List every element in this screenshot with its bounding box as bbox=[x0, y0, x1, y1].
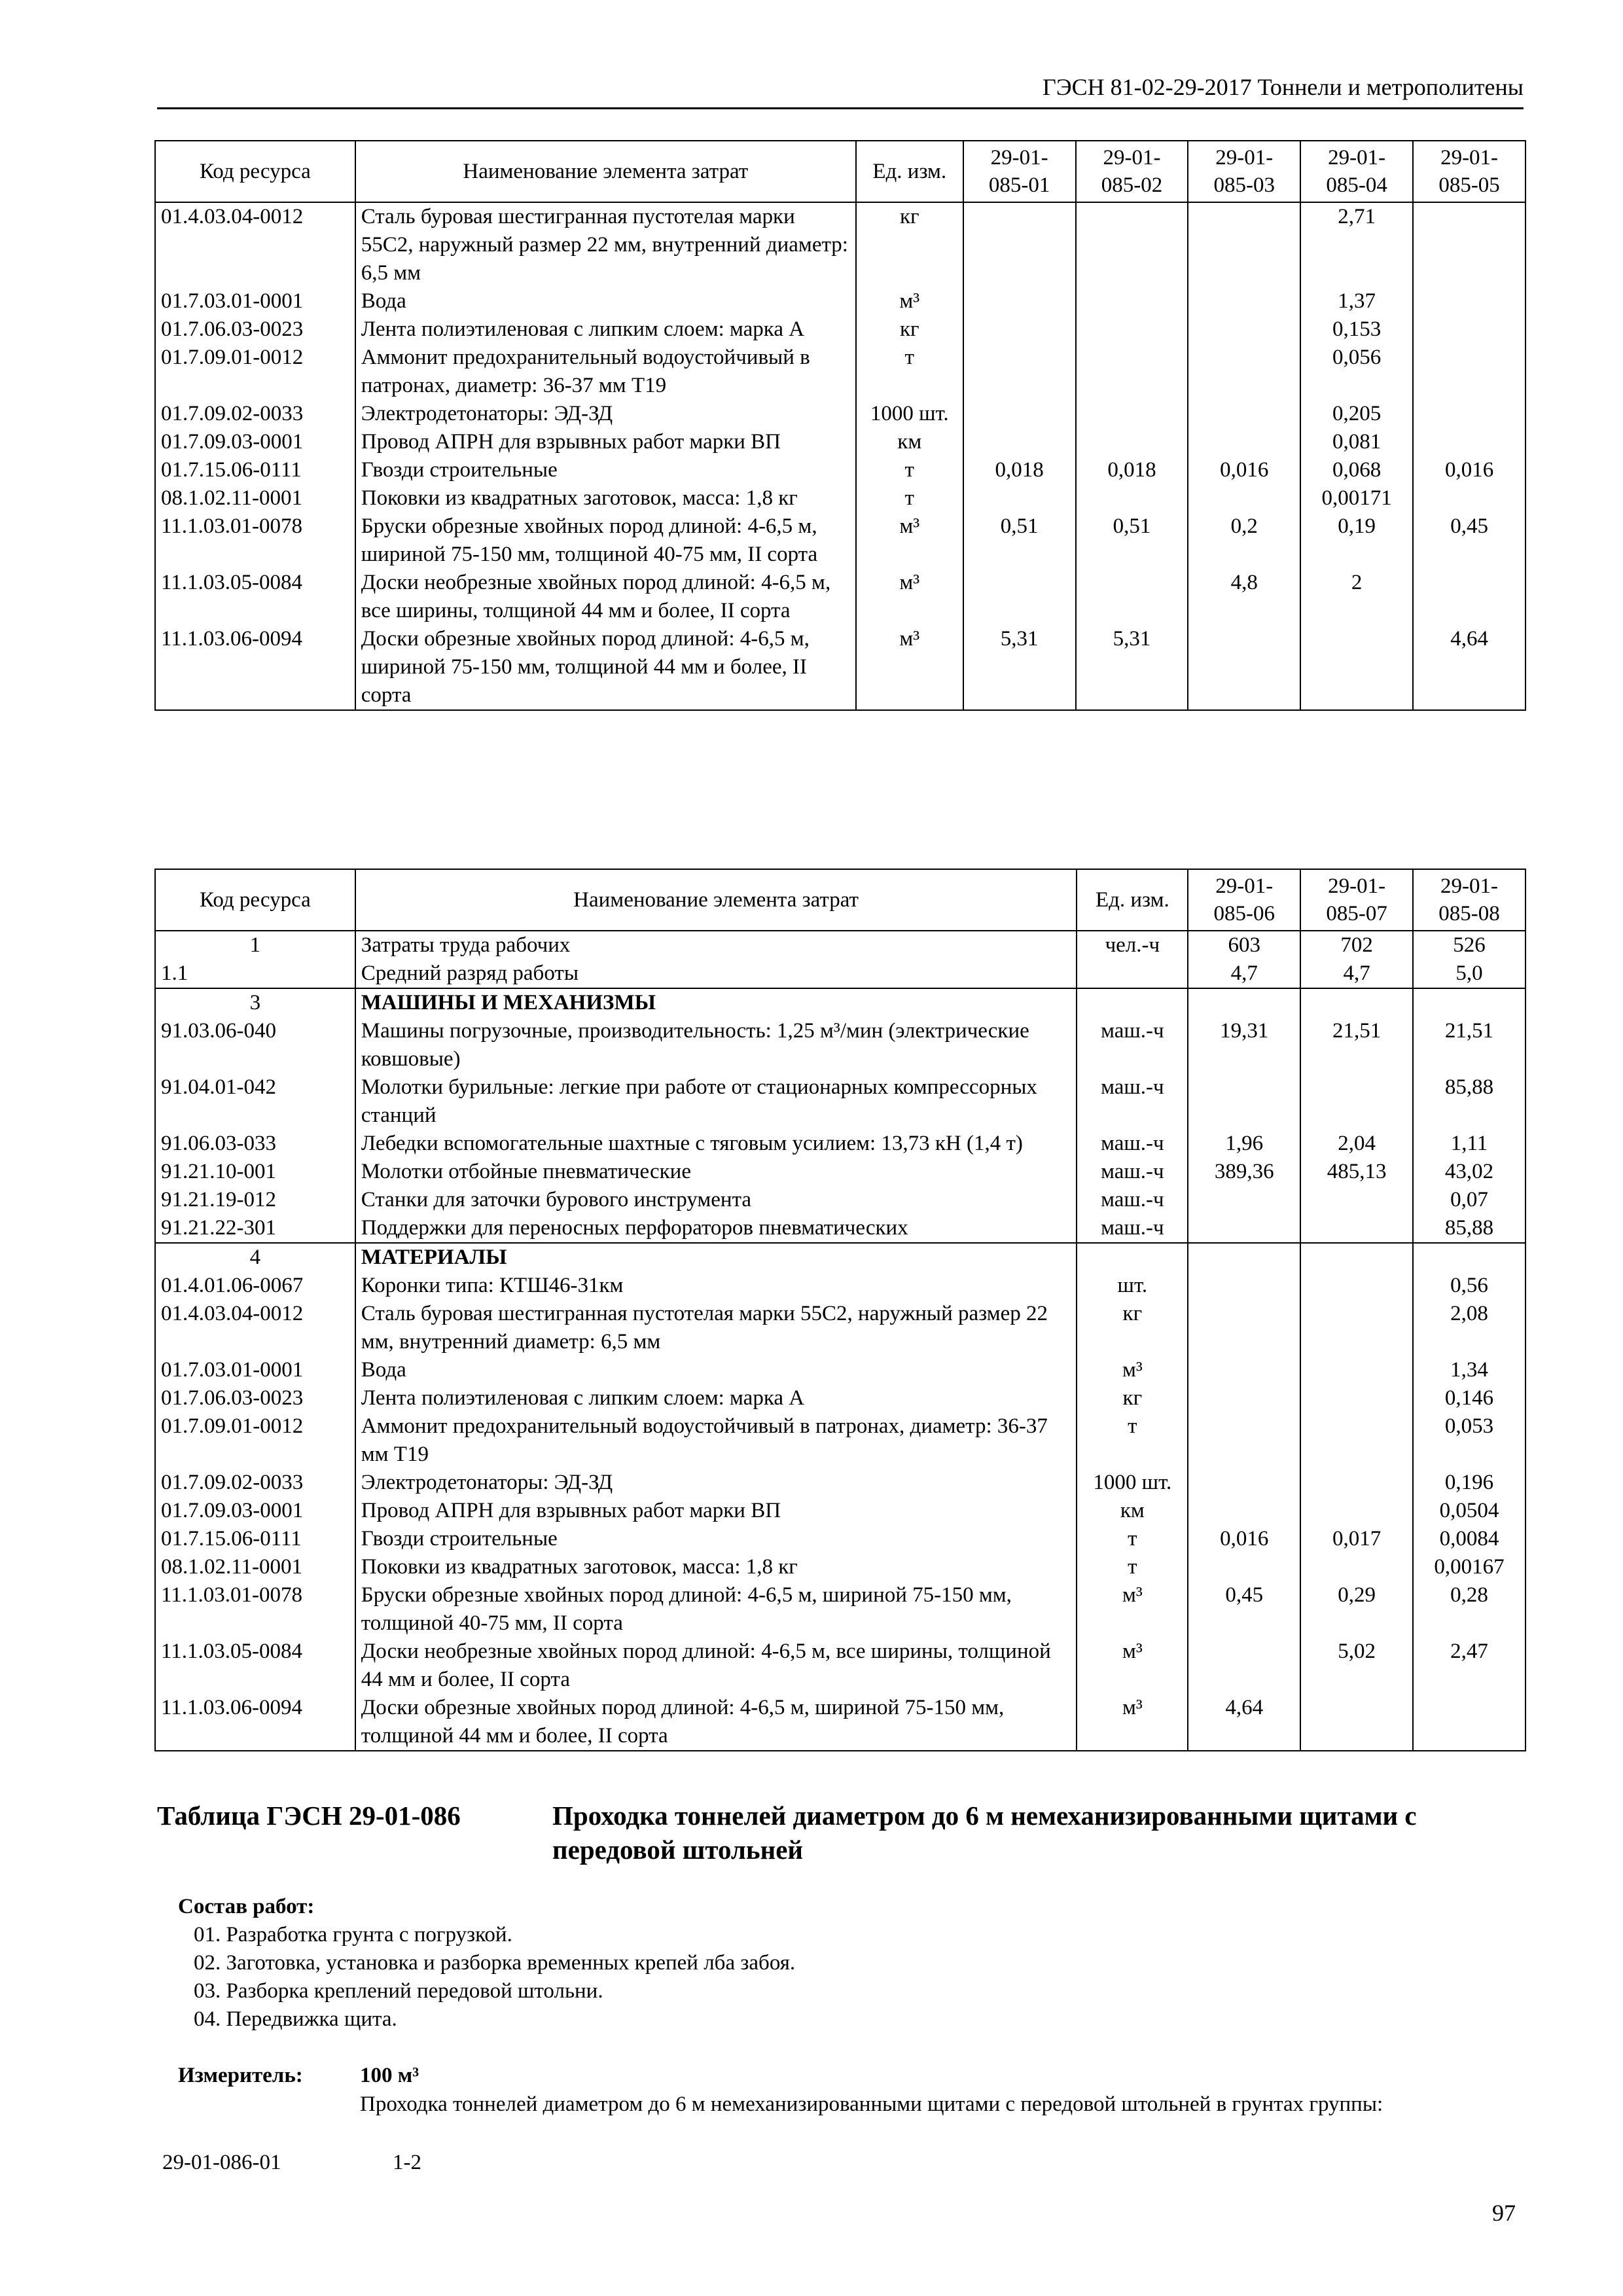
norm-value bbox=[1076, 428, 1188, 456]
cost-element-name: Вода bbox=[355, 1356, 1077, 1384]
resource-code: 08.1.02.11-0001 bbox=[155, 1553, 355, 1581]
norm-value bbox=[1188, 1186, 1300, 1214]
unit bbox=[1077, 988, 1188, 1017]
norm-value bbox=[1188, 1300, 1300, 1356]
table-row bbox=[155, 287, 1525, 315]
resource-code: 91.03.06-040 bbox=[155, 1017, 355, 1073]
cost-element-name: Аммонит предохранительный водоустойчивый в патронах, диаметр: 36-37 мм Т19 bbox=[355, 1412, 1077, 1469]
norm-value: 0,51 bbox=[963, 512, 1076, 569]
norm-value bbox=[963, 344, 1076, 400]
unit: м³ bbox=[856, 625, 963, 710]
norm-value: 0,205 bbox=[1300, 400, 1413, 428]
resource-code: 01.7.09.01-0012 bbox=[155, 344, 355, 400]
norm-value bbox=[1300, 1186, 1413, 1214]
resource-code: 11.1.03.05-0084 bbox=[155, 1638, 355, 1694]
table-row bbox=[155, 315, 1525, 344]
cost-element-name: Коронки типа: КТШ46-31км bbox=[355, 1272, 1077, 1300]
cost-element-name: Аммонит предохранительный водоустойчивый в патронах, диаметр: 36-37 мм Т19 bbox=[355, 344, 856, 400]
norm-value bbox=[1188, 625, 1300, 710]
norm-value bbox=[1300, 988, 1413, 1017]
resource-code: 01.7.03.01-0001 bbox=[155, 287, 355, 315]
norm-value bbox=[1413, 344, 1525, 400]
cost-element-name: Молотки бурильные: легкие при работе от стационарных компрессорных станций bbox=[355, 1073, 1077, 1130]
document-title: ГЭСН 81-02-29-2017 Тоннели и метрополитены bbox=[1043, 74, 1524, 100]
norm-value: 0,29 bbox=[1300, 1581, 1413, 1638]
norm-value bbox=[1076, 344, 1188, 400]
table-row bbox=[155, 1384, 1525, 1412]
table-row bbox=[155, 625, 1525, 710]
unit: т bbox=[856, 456, 963, 484]
header-rate-085-07: 29-01- 085-07 bbox=[1300, 869, 1413, 931]
norm-value: 2,47 bbox=[1413, 1638, 1525, 1694]
cost-element-name: Станки для заточки бурового инструмента bbox=[355, 1186, 1077, 1214]
page-number: 97 bbox=[1492, 2200, 1516, 2226]
table-row bbox=[155, 1412, 1525, 1469]
norm-value: 1,37 bbox=[1300, 287, 1413, 315]
norm-value bbox=[1300, 625, 1413, 710]
unit: шт. bbox=[1077, 1272, 1188, 1300]
resource-code: 01.4.03.04-0012 bbox=[155, 1300, 355, 1356]
cost-element-name: Гвозди строительные bbox=[355, 456, 856, 484]
norm-value bbox=[963, 202, 1076, 287]
norm-value bbox=[1188, 400, 1300, 428]
norm-value: 0,0084 bbox=[1413, 1525, 1525, 1553]
table-row bbox=[155, 344, 1525, 400]
norm-value bbox=[1300, 1469, 1413, 1497]
measure-description: Проходка тоннелей диаметром до 6 м немеханизированными щитами с передовой штольней в грунтах группы: bbox=[360, 2092, 1383, 2116]
resource-code: 3 bbox=[155, 988, 355, 1017]
norm-value bbox=[1300, 1497, 1413, 1525]
resource-code: 91.21.22-301 bbox=[155, 1214, 355, 1243]
unit: т bbox=[856, 484, 963, 512]
norm-value: 1,11 bbox=[1413, 1130, 1525, 1158]
norm-value: 21,51 bbox=[1413, 1017, 1525, 1073]
header-unit: Ед. изм. bbox=[856, 141, 963, 202]
cost-element-name: Провод АПРН для взрывных работ марки ВП bbox=[355, 1497, 1077, 1525]
header-rate-085-03: 29-01- 085-03 bbox=[1188, 141, 1300, 202]
work-heading: Состав работ: bbox=[178, 1895, 315, 1918]
unit: км bbox=[856, 428, 963, 456]
norm-value bbox=[963, 315, 1076, 344]
norm-value: 0,19 bbox=[1300, 512, 1413, 569]
header-unit: Ед. изм. bbox=[1077, 869, 1188, 931]
norm-value bbox=[1413, 1694, 1525, 1751]
unit: м³ bbox=[1077, 1694, 1188, 1751]
cost-element-name: Вода bbox=[355, 287, 856, 315]
table-row bbox=[155, 1017, 1525, 1073]
work-item: 01. Разработка грунта с погрузкой. bbox=[194, 1923, 512, 1946]
resource-code: 11.1.03.01-0078 bbox=[155, 1581, 355, 1638]
norm-value: 19,31 bbox=[1188, 1017, 1300, 1073]
norm-value: 85,88 bbox=[1413, 1214, 1525, 1243]
table-name: Проходка тоннелей диаметром до 6 м немеханизированными щитами с передовой штольней bbox=[552, 1801, 1417, 1865]
cost-element-name: Поддержки для переносных перфораторов пневматических bbox=[355, 1214, 1077, 1243]
unit: т bbox=[856, 344, 963, 400]
norm-value: 0,016 bbox=[1413, 456, 1525, 484]
resource-code: 01.7.15.06-0111 bbox=[155, 1525, 355, 1553]
cost-element-name: Электродетонаторы: ЭД-ЗД bbox=[355, 400, 856, 428]
table-row bbox=[155, 1158, 1525, 1186]
norm-value bbox=[1188, 315, 1300, 344]
table-row bbox=[155, 1130, 1525, 1158]
norm-value: 2,08 bbox=[1413, 1300, 1525, 1356]
resource-code: 91.21.19-012 bbox=[155, 1186, 355, 1214]
norm-value bbox=[1300, 1300, 1413, 1356]
norm-value: 526 bbox=[1413, 931, 1525, 960]
norm-value: 603 bbox=[1188, 931, 1300, 960]
norm-value bbox=[1413, 1243, 1525, 1272]
norm-value bbox=[963, 484, 1076, 512]
norm-value: 0,018 bbox=[963, 456, 1076, 484]
norm-value: 0,2 bbox=[1188, 512, 1300, 569]
norm-value bbox=[1413, 287, 1525, 315]
unit: м³ bbox=[856, 569, 963, 625]
norm-value: 5,0 bbox=[1413, 960, 1525, 988]
norm-value bbox=[1300, 1272, 1413, 1300]
norm-value: 5,31 bbox=[1076, 625, 1188, 710]
norm-value: 389,36 bbox=[1188, 1158, 1300, 1186]
norm-value: 0,056 bbox=[1300, 344, 1413, 400]
norm-value: 0,0504 bbox=[1413, 1497, 1525, 1525]
unit: кг bbox=[856, 202, 963, 287]
work-composition bbox=[178, 1893, 795, 2034]
norm-value bbox=[1300, 1694, 1413, 1751]
norm-value: 43,02 bbox=[1413, 1158, 1525, 1186]
resource-code: 01.7.03.01-0001 bbox=[155, 1356, 355, 1384]
norm-value bbox=[1300, 1384, 1413, 1412]
table-row bbox=[155, 1073, 1525, 1130]
cost-element-name: Электродетонаторы: ЭД-ЗД bbox=[355, 1469, 1077, 1497]
header-rate-085-01: 29-01- 085-01 bbox=[963, 141, 1076, 202]
resource-code: 4 bbox=[155, 1243, 355, 1272]
table-row bbox=[155, 400, 1525, 428]
unit: 1000 шт. bbox=[856, 400, 963, 428]
norm-value bbox=[1188, 988, 1300, 1017]
table-row bbox=[155, 988, 1525, 1017]
norm-value: 21,51 bbox=[1300, 1017, 1413, 1073]
norm-value bbox=[1413, 428, 1525, 456]
cost-element-name: Лента полиэтиленовая с липким слоем: марка А bbox=[355, 1384, 1077, 1412]
norm-value bbox=[1188, 202, 1300, 287]
unit: т bbox=[1077, 1525, 1188, 1553]
norm-value: 4,64 bbox=[1413, 625, 1525, 710]
norm-value: 0,016 bbox=[1188, 456, 1300, 484]
resource-code: 11.1.03.06-0094 bbox=[155, 625, 355, 710]
unit: маш.-ч bbox=[1077, 1073, 1188, 1130]
norm-value bbox=[1188, 1638, 1300, 1694]
cost-element-name: Сталь буровая шестигранная пустотелая марки 55С2, наружный размер 22 мм, внутренний диаметр: 6,5 мм bbox=[355, 202, 856, 287]
unit: м³ bbox=[856, 287, 963, 315]
table-row bbox=[155, 1186, 1525, 1214]
unit: чел.-ч bbox=[1077, 931, 1188, 960]
norm-value: 2 bbox=[1300, 569, 1413, 625]
cost-element-name: Доски необрезные хвойных пород длиной: 4-6,5 м, все ширины, толщиной 44 мм и более, II сорта bbox=[355, 569, 856, 625]
norm-value: 0,45 bbox=[1188, 1581, 1300, 1638]
measure-value: 100 м³ bbox=[360, 2064, 419, 2087]
norm-value: 2,71 bbox=[1300, 202, 1413, 287]
norm-value bbox=[1300, 1553, 1413, 1581]
norm-value bbox=[1188, 1497, 1300, 1525]
norm-value bbox=[1300, 1412, 1413, 1469]
table-row bbox=[155, 1214, 1525, 1243]
resource-code: 01.7.09.03-0001 bbox=[155, 428, 355, 456]
resource-code: 01.7.15.06-0111 bbox=[155, 456, 355, 484]
norm-value bbox=[1413, 569, 1525, 625]
cost-element-name: МАШИНЫ И МЕХАНИЗМЫ bbox=[355, 988, 1077, 1017]
norm-value bbox=[1188, 1272, 1300, 1300]
soil-group: 1-2 bbox=[393, 2151, 421, 2174]
resource-code: 11.1.03.06-0094 bbox=[155, 1694, 355, 1751]
resource-code: 91.04.01-042 bbox=[155, 1073, 355, 1130]
resource-code: 01.4.01.06-0067 bbox=[155, 1272, 355, 1300]
norm-value: 0,153 bbox=[1300, 315, 1413, 344]
norm-value bbox=[1188, 1384, 1300, 1412]
header-resource-code: Код ресурса bbox=[155, 141, 355, 202]
norm-value: 0,018 bbox=[1076, 456, 1188, 484]
norm-value: 1,34 bbox=[1413, 1356, 1525, 1384]
norm-value: 0,053 bbox=[1413, 1412, 1525, 1469]
resource-code: 11.1.03.01-0078 bbox=[155, 512, 355, 569]
work-item: 04. Передвижка щита. bbox=[194, 2007, 397, 2031]
measure-label: Измеритель: bbox=[178, 2064, 303, 2087]
norm-value: 0,081 bbox=[1300, 428, 1413, 456]
norm-value bbox=[1300, 1243, 1413, 1272]
table-row bbox=[155, 569, 1525, 625]
norm-value: 85,88 bbox=[1413, 1073, 1525, 1130]
norm-value: 0,017 bbox=[1300, 1525, 1413, 1553]
cost-element-name: Доски обрезные хвойных пород длиной: 4-6,5 м, шириной 75-150 мм, толщиной 44 мм и более, II сорта bbox=[355, 1694, 1077, 1751]
norm-value bbox=[1076, 202, 1188, 287]
norm-value bbox=[1413, 400, 1525, 428]
norm-value: 0,28 bbox=[1413, 1581, 1525, 1638]
resource-code: 01.7.06.03-0023 bbox=[155, 315, 355, 344]
norm-value bbox=[1188, 1412, 1300, 1469]
resource-code: 1 bbox=[155, 931, 355, 960]
unit: т bbox=[1077, 1553, 1188, 1581]
table-row bbox=[155, 1694, 1525, 1751]
unit: маш.-ч bbox=[1077, 1130, 1188, 1158]
norm-value bbox=[1300, 1214, 1413, 1243]
unit: маш.-ч bbox=[1077, 1017, 1188, 1073]
norm-value bbox=[1076, 315, 1188, 344]
table-row bbox=[155, 1581, 1525, 1638]
table-row bbox=[155, 512, 1525, 569]
norm-value bbox=[1300, 1073, 1413, 1130]
unit: т bbox=[1077, 1412, 1188, 1469]
norm-value bbox=[963, 569, 1076, 625]
norm-value: 4,64 bbox=[1188, 1694, 1300, 1751]
resource-code: 01.4.03.04-0012 bbox=[155, 202, 355, 287]
unit: м³ bbox=[1077, 1356, 1188, 1384]
table-row bbox=[155, 1272, 1525, 1300]
header-rate-085-05: 29-01- 085-05 bbox=[1413, 141, 1525, 202]
norm-value bbox=[1413, 202, 1525, 287]
running-header bbox=[157, 73, 1524, 109]
norm-value bbox=[1413, 988, 1525, 1017]
header-cost-element: Наименование элемента затрат bbox=[355, 141, 856, 202]
norm-value bbox=[1076, 484, 1188, 512]
norm-value: 0,56 bbox=[1413, 1272, 1525, 1300]
table-row bbox=[155, 1525, 1525, 1553]
norm-value bbox=[1413, 484, 1525, 512]
unit bbox=[1077, 1243, 1188, 1272]
norm-value: 4,7 bbox=[1300, 960, 1413, 988]
cost-element-name: Провод АПРН для взрывных работ марки ВП bbox=[355, 428, 856, 456]
header-rate-085-02: 29-01- 085-02 bbox=[1076, 141, 1188, 202]
unit: маш.-ч bbox=[1077, 1214, 1188, 1243]
rate-code: 29-01-086-01 bbox=[162, 2151, 281, 2174]
norm-value bbox=[1188, 1469, 1300, 1497]
unit: кг bbox=[1077, 1300, 1188, 1356]
norm-value: 0,196 bbox=[1413, 1469, 1525, 1497]
unit: м³ bbox=[856, 512, 963, 569]
cost-element-name: Доски обрезные хвойных пород длиной: 4-6,5 м, шириной 75-150 мм, толщиной 44 мм и более, II сорта bbox=[355, 625, 856, 710]
resource-table-085-06-08 bbox=[154, 869, 1526, 1751]
norm-value bbox=[1188, 1553, 1300, 1581]
table-row bbox=[155, 1300, 1525, 1356]
cost-element-name: Поковки из квадратных заготовок, масса: 1,8 кг bbox=[355, 484, 856, 512]
unit: маш.-ч bbox=[1077, 1158, 1188, 1186]
resource-code: 08.1.02.11-0001 bbox=[155, 484, 355, 512]
table-row bbox=[155, 1243, 1525, 1272]
header-rate-085-08: 29-01- 085-08 bbox=[1413, 869, 1525, 931]
unit: маш.-ч bbox=[1077, 1186, 1188, 1214]
norm-value bbox=[963, 400, 1076, 428]
norm-value: 4,7 bbox=[1188, 960, 1300, 988]
header-cost-element: Наименование элемента затрат bbox=[355, 869, 1077, 931]
norm-value bbox=[1188, 287, 1300, 315]
norm-value bbox=[1188, 428, 1300, 456]
cost-element-name: Средний разряд работы bbox=[355, 960, 1077, 988]
table-number: Таблица ГЭСН 29-01-086 bbox=[157, 1801, 461, 1831]
unit: 1000 шт. bbox=[1077, 1469, 1188, 1497]
norm-value: 0,016 bbox=[1188, 1525, 1300, 1553]
cost-element-name: МАТЕРИАЛЫ bbox=[355, 1243, 1077, 1272]
norm-value bbox=[1076, 569, 1188, 625]
resource-table-085-01-05 bbox=[154, 140, 1526, 711]
norm-value bbox=[963, 287, 1076, 315]
norm-value: 2,04 bbox=[1300, 1130, 1413, 1158]
table-row bbox=[155, 428, 1525, 456]
resource-code: 11.1.03.05-0084 bbox=[155, 569, 355, 625]
cost-element-name: Бруски обрезные хвойных пород длиной: 4-6,5 м, шириной 75-150 мм, толщиной 40-75 мм, II сорта bbox=[355, 512, 856, 569]
cost-element-name: Сталь буровая шестигранная пустотелая марки 55С2, наружный размер 22 мм, внутренний диаметр: 6,5 мм bbox=[355, 1300, 1077, 1356]
cost-element-name: Поковки из квадратных заготовок, масса: 1,8 кг bbox=[355, 1553, 1077, 1581]
norm-value: 702 bbox=[1300, 931, 1413, 960]
unit: кг bbox=[1077, 1384, 1188, 1412]
table-row bbox=[155, 484, 1525, 512]
unit: м³ bbox=[1077, 1581, 1188, 1638]
table-row bbox=[155, 1638, 1525, 1694]
norm-value bbox=[1188, 1073, 1300, 1130]
norm-value bbox=[1188, 484, 1300, 512]
resource-code: 91.21.10-001 bbox=[155, 1158, 355, 1186]
norm-value bbox=[1188, 1356, 1300, 1384]
cost-element-name: Лента полиэтиленовая с липким слоем: марка А bbox=[355, 315, 856, 344]
norm-value bbox=[1188, 344, 1300, 400]
table-row bbox=[155, 960, 1525, 988]
resource-code: 91.06.03-033 bbox=[155, 1130, 355, 1158]
norm-value bbox=[1076, 287, 1188, 315]
norm-value bbox=[1076, 400, 1188, 428]
work-item: 02. Заготовка, установка и разборка временных крепей лба забоя. bbox=[194, 1951, 796, 1975]
table-row bbox=[155, 931, 1525, 960]
unit: км bbox=[1077, 1497, 1188, 1525]
cost-element-name: Молотки отбойные пневматические bbox=[355, 1158, 1077, 1186]
norm-value bbox=[963, 428, 1076, 456]
resource-code: 01.7.06.03-0023 bbox=[155, 1384, 355, 1412]
norm-value: 0,00167 bbox=[1413, 1553, 1525, 1581]
table-row bbox=[155, 1356, 1525, 1384]
header-resource-code: Код ресурса bbox=[155, 869, 355, 931]
norm-value: 0,146 bbox=[1413, 1384, 1525, 1412]
resource-code: 01.7.09.02-0033 bbox=[155, 400, 355, 428]
cost-element-name: Бруски обрезные хвойных пород длиной: 4-6,5 м, шириной 75-150 мм, толщиной 40-75 мм, II сорта bbox=[355, 1581, 1077, 1638]
norm-value: 0,07 bbox=[1413, 1186, 1525, 1214]
header-rate-085-04: 29-01- 085-04 bbox=[1300, 141, 1413, 202]
norm-value: 485,13 bbox=[1300, 1158, 1413, 1186]
table-row bbox=[155, 456, 1525, 484]
norm-value bbox=[1188, 1243, 1300, 1272]
norm-value: 0,51 bbox=[1076, 512, 1188, 569]
norm-value: 5,31 bbox=[963, 625, 1076, 710]
norm-value: 0,00171 bbox=[1300, 484, 1413, 512]
norm-value: 5,02 bbox=[1300, 1638, 1413, 1694]
table-row bbox=[155, 202, 1525, 287]
norm-value: 4,8 bbox=[1188, 569, 1300, 625]
cost-element-name: Гвозди строительные bbox=[355, 1525, 1077, 1553]
cost-element-name: Машины погрузочные, производительность: 1,25 м³/мин (электрические ковшовые) bbox=[355, 1017, 1077, 1073]
cost-element-name: Доски необрезные хвойных пород длиной: 4-6,5 м, все ширины, толщиной 44 мм и более, II сорта bbox=[355, 1638, 1077, 1694]
unit: кг bbox=[856, 315, 963, 344]
header-rate-085-06: 29-01- 085-06 bbox=[1188, 869, 1300, 931]
work-item: 03. Разборка креплений передовой штольни. bbox=[194, 1979, 603, 2003]
resource-code: 1.1 bbox=[155, 960, 355, 988]
unit bbox=[1077, 960, 1188, 988]
table-row bbox=[155, 1553, 1525, 1581]
norm-value: 1,96 bbox=[1188, 1130, 1300, 1158]
norm-value bbox=[1188, 1214, 1300, 1243]
table-row bbox=[155, 1469, 1525, 1497]
resource-code: 01.7.09.01-0012 bbox=[155, 1412, 355, 1469]
norm-value bbox=[1300, 1356, 1413, 1384]
norm-value: 0,068 bbox=[1300, 456, 1413, 484]
cost-element-name: Лебедки вспомогательные шахтные с тяговым усилием: 13,73 кН (1,4 т) bbox=[355, 1130, 1077, 1158]
cost-element-name: Затраты труда рабочих bbox=[355, 931, 1077, 960]
norm-value: 0,45 bbox=[1413, 512, 1525, 569]
table-row bbox=[155, 1497, 1525, 1525]
resource-code: 01.7.09.03-0001 bbox=[155, 1497, 355, 1525]
norm-value bbox=[1413, 315, 1525, 344]
unit: м³ bbox=[1077, 1638, 1188, 1694]
resource-code: 01.7.09.02-0033 bbox=[155, 1469, 355, 1497]
